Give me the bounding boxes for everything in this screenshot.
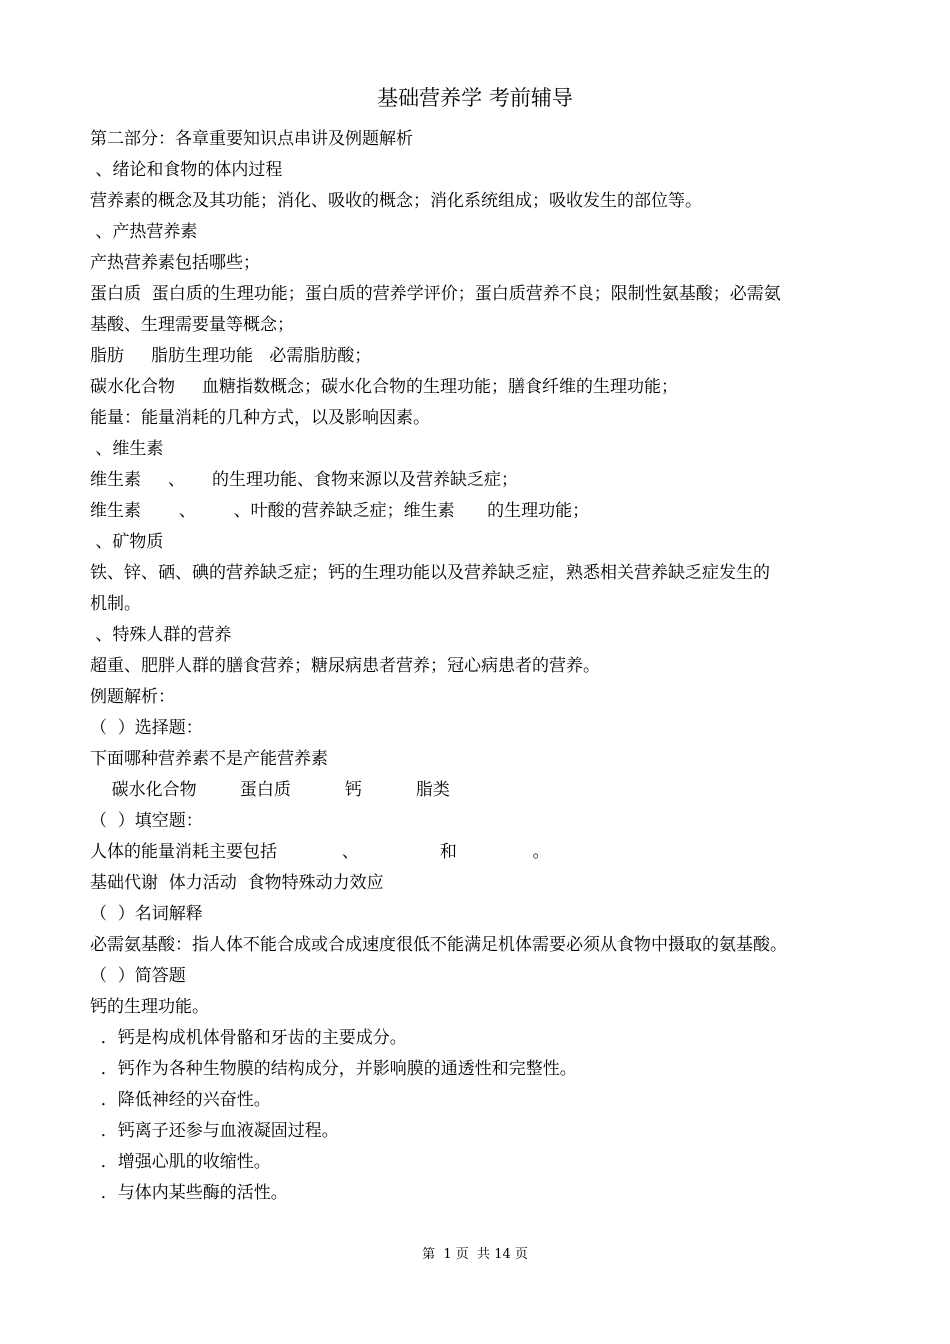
list-item: ．降低神经的兴奋性。 (90, 1090, 271, 1110)
list-item: ．与体内某些酶的活性。 (90, 1183, 288, 1203)
answer-text: 必需氨基酸：指人体不能合成或合成速度很低不能满足机体需要必须从食物中摄取的氨基酸。 (90, 935, 787, 955)
text-line: 机制。 (90, 594, 141, 614)
text-line: 例题解析： (90, 687, 175, 707)
section-heading: 、维生素 (90, 439, 164, 459)
question-text: 下面哪种营养素不是产能营养素 (90, 749, 328, 769)
text-line: 维生素 、 的生理功能、食物来源以及营养缺乏症； (90, 470, 519, 490)
text-line: 能量：能量消耗的几种方式，以及影响因素。 (90, 408, 430, 428)
section-heading: 、特殊人群的营养 (90, 625, 232, 645)
text-line: 维生素 、 、叶酸的营养缺乏症；维生素 的生理功能； (90, 501, 590, 521)
question-text: 钙的生理功能。 (90, 997, 209, 1017)
question-text: 人体的能量消耗主要包括 、 和 。 (90, 842, 550, 862)
section-heading: 、绪论和食物的体内过程 (90, 160, 283, 180)
document-body (90, 124, 880, 1209)
question-type-heading: （ ）简答题 (90, 966, 186, 986)
question-type-heading: （ ）填空题： (90, 811, 203, 831)
question-type-heading: （ ）选择题： (90, 718, 203, 738)
list-item: ．钙作为各种生物膜的结构成分，并影响膜的通透性和完整性。 (90, 1059, 577, 1079)
document-title: 基础营养学 考前辅导 (377, 86, 573, 110)
page-footer: 第 1 页 共 14 页 (422, 1247, 528, 1262)
text-line: 脂肪 脂肪生理功能 必需脂肪酸； (90, 346, 372, 366)
answer-text: 基础代谢 体力活动 食物特殊动力效应 (90, 873, 384, 893)
list-item: ．增强心肌的收缩性。 (90, 1152, 271, 1172)
text-line: 基酸、生理需要量等概念； (90, 315, 294, 335)
text-line: 铁、锌、硒、碘的营养缺乏症；钙的生理功能以及营养缺乏症，熟悉相关营养缺乏症发生的 (90, 563, 770, 583)
question-type-heading: （ ）名词解释 (90, 904, 203, 924)
list-item: ．钙是构成机体骨骼和牙齿的主要成分。 (90, 1028, 407, 1048)
answer-options: 碳水化合物 蛋白质 钙 脂类 (90, 780, 450, 800)
text-line: 产热营养素包括哪些； (90, 253, 260, 273)
text-line: 蛋白质 蛋白质的生理功能；蛋白质的营养学评价；蛋白质营养不良；限制性氨基酸；必需氨 (90, 284, 781, 304)
list-item: ．钙离子还参与血液凝固过程。 (90, 1121, 339, 1141)
text-line: 碳水化合物 血糖指数概念；碳水化合物的生理功能；膳食纤维的生理功能； (90, 377, 679, 397)
section-heading: 、矿物质 (90, 532, 164, 552)
text-line: 超重、肥胖人群的膳食营养；糖尿病患者营养；冠心病患者的营养。 (90, 656, 600, 676)
text-line: 营养素的概念及其功能；消化、吸收的概念；消化系统组成；吸收发生的部位等。 (90, 191, 702, 211)
text-line: 第二部分：各章重要知识点串讲及例题解析 (90, 129, 413, 149)
section-heading: 、产热营养素 (90, 222, 198, 242)
